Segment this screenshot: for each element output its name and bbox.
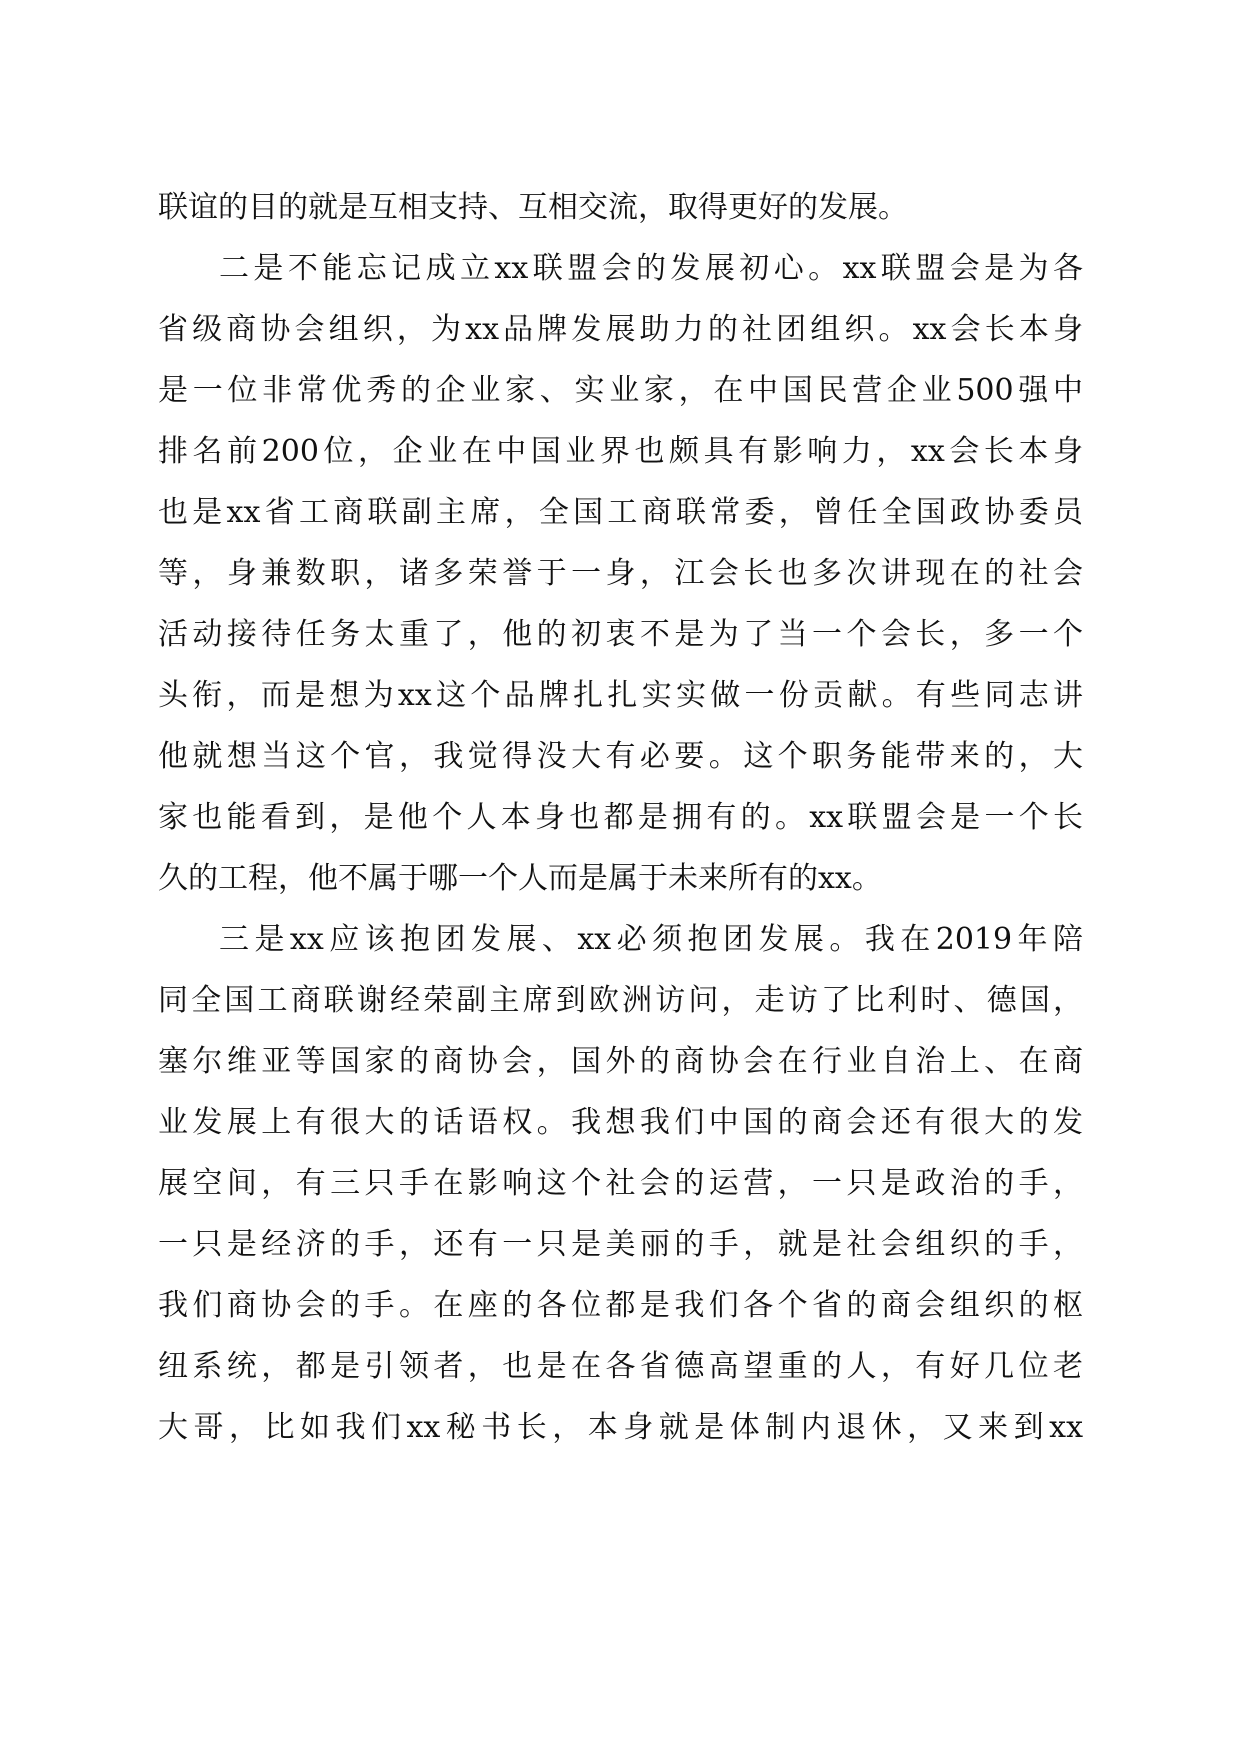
text-line: 头衔，而是想为xx这个品牌扎扎实实做一份贡献。有些同志讲 bbox=[158, 678, 1083, 713]
text-line: 业发展上有很大的话语权。我想我们中国的商会还有很大的发 bbox=[158, 1105, 1083, 1140]
text-line: 我们商协会的手。在座的各位都是我们各个省的商会组织的枢 bbox=[158, 1288, 1083, 1323]
text-line: 一只是经济的手，还有一只是美丽的手，就是社会组织的手， bbox=[158, 1227, 1083, 1262]
text-line: 家也能看到，是他个人本身也都是拥有的。xx联盟会是一个长 bbox=[158, 800, 1083, 835]
text-line: 塞尔维亚等国家的商协会，国外的商协会在行业自治上、在商 bbox=[158, 1044, 1083, 1079]
text-line: 省级商协会组织，为xx品牌发展助力的社团组织。xx会长本身 bbox=[158, 312, 1083, 347]
text-line: 同全国工商联谢经荣副主席到欧洲访问，走访了比利时、德国， bbox=[158, 983, 1083, 1018]
paragraph-start-line: 三是xx应该抱团发展、xx必须抱团发展。我在2019年陪 bbox=[219, 922, 1083, 957]
text-line: 他就想当这个官，我觉得没大有必要。这个职务能带来的，大 bbox=[158, 739, 1083, 774]
text-line: 久的工程，他不属于哪一个人而是属于未来所有的xx。 bbox=[158, 861, 882, 896]
document-body bbox=[158, 177, 1083, 1458]
text-line: 等，身兼数职，诸多荣誉于一身，江会长也多次讲现在的社会 bbox=[158, 556, 1083, 591]
text-line: 大哥，比如我们xx秘书长，本身就是体制内退休，又来到xx bbox=[158, 1410, 1083, 1445]
text-line: 排名前200位，企业在中国业界也颇具有影响力，xx会长本身 bbox=[158, 434, 1083, 469]
paragraph-start-line: 二是不能忘记成立xx联盟会的发展初心。xx联盟会是为各 bbox=[219, 251, 1083, 286]
text-line: 联谊的目的就是互相支持、互相交流，取得更好的发展。 bbox=[158, 190, 908, 225]
text-line: 也是xx省工商联副主席，全国工商联常委，曾任全国政协委员 bbox=[158, 495, 1083, 530]
text-line: 活动接待任务太重了，他的初衷不是为了当一个会长，多一个 bbox=[158, 617, 1083, 652]
text-line: 展空间，有三只手在影响这个社会的运营，一只是政治的手， bbox=[158, 1166, 1083, 1201]
text-line: 是一位非常优秀的企业家、实业家，在中国民营企业500强中 bbox=[158, 373, 1083, 408]
text-line: 纽系统，都是引领者，也是在各省德高望重的人，有好几位老 bbox=[158, 1349, 1083, 1384]
